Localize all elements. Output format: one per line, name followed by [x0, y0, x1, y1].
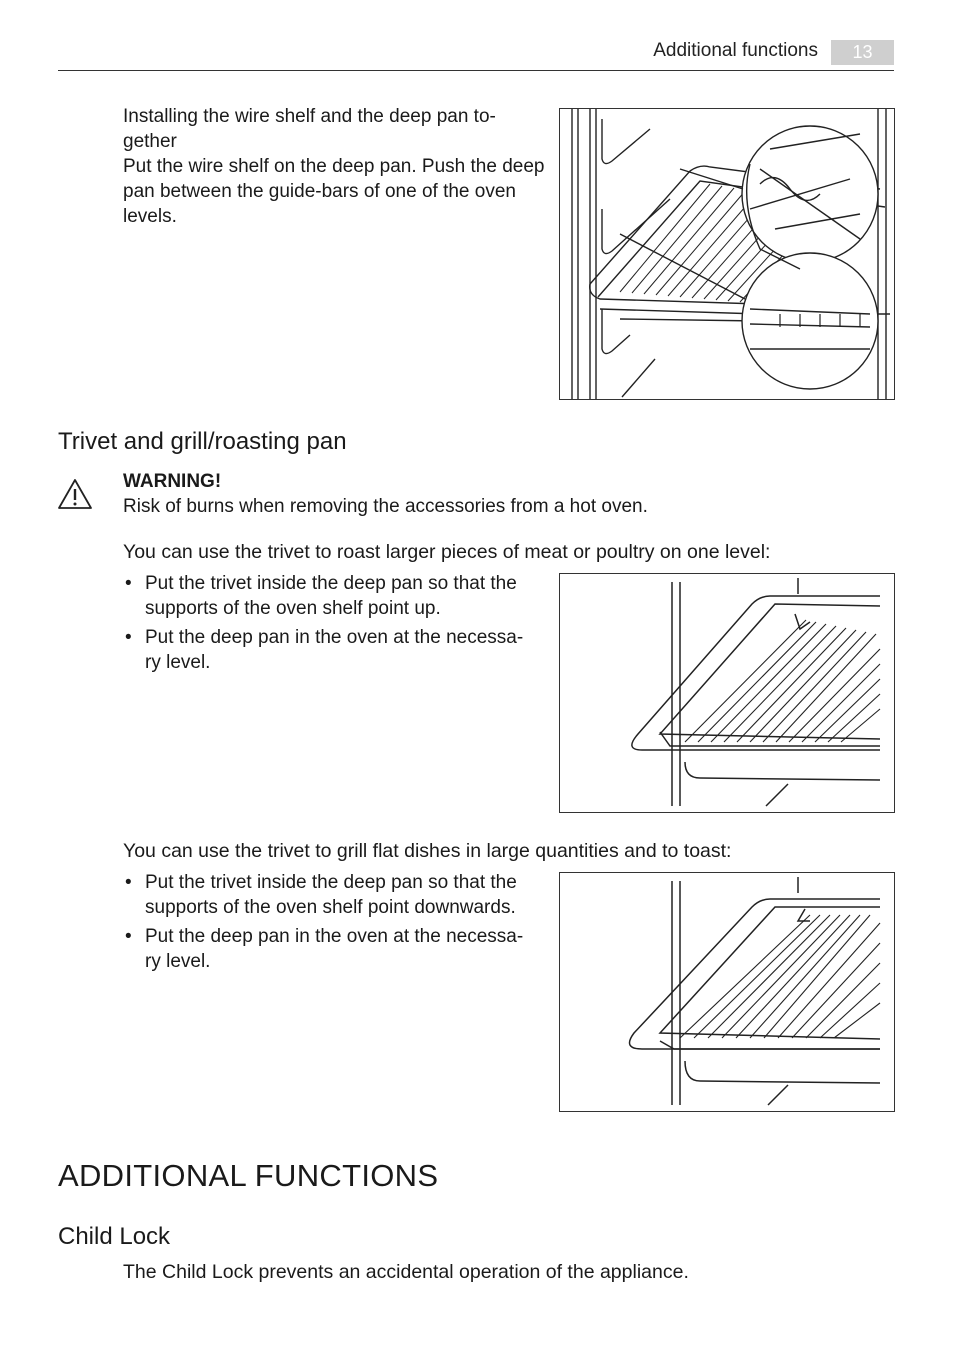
list-item: • Put the deep pan in the oven at the necessa-ry level.: [123, 924, 533, 974]
wire-shelf-figure: [559, 108, 895, 400]
roast-figure: [559, 573, 895, 813]
header-rule: [58, 70, 894, 71]
wire-shelf-title-line: gether: [123, 131, 177, 152]
warning-triangle-icon: [57, 478, 93, 510]
additional-functions-heading: ADDITIONAL FUNCTIONS: [58, 1158, 439, 1193]
grill-figure: [559, 872, 895, 1112]
grill-steps: [123, 870, 533, 978]
list-item: • Put the deep pan in the oven at the necessa-ry level.: [123, 625, 533, 675]
trivet-heading: Trivet and grill/roasting pan: [58, 428, 347, 455]
running-header: Additional functions: [653, 40, 818, 61]
list-item: • Put the trivet inside the deep pan so that the supports of the oven shelf point up.: [123, 571, 533, 621]
wire-shelf-body-line: levels.: [123, 206, 177, 227]
wire-shelf-title-line: Installing the wire shelf and the deep pan to-: [123, 106, 496, 127]
wire-shelf-illustration: [560, 109, 894, 399]
grill-lead: You can use the trivet to grill flat dishes in large quantities and to toast:: [123, 840, 732, 862]
page-number: 13: [831, 40, 894, 65]
warning-text: Risk of burns when removing the accessories from a hot oven.: [123, 496, 648, 517]
trivet-down-illustration: [560, 873, 894, 1111]
roast-lead: You can use the trivet to roast larger pieces of meat or poultry on one level:: [123, 541, 771, 563]
child-lock-text: The Child Lock prevents an accidental operation of the appliance.: [123, 1261, 689, 1283]
warning-label: WARNING!: [123, 471, 222, 492]
trivet-up-illustration: [560, 574, 894, 812]
wire-shelf-body-line: Put the wire shelf on the deep pan. Push the deep: [123, 156, 545, 177]
list-item: • Put the trivet inside the deep pan so that the supports of the oven shelf point downwards.: [123, 870, 533, 920]
wire-shelf-body-line: pan between the guide-bars of one of the oven: [123, 181, 516, 202]
wire-shelf-title: [123, 104, 543, 154]
roast-steps: [123, 571, 533, 679]
wire-shelf-body: [123, 154, 548, 229]
child-lock-heading: Child Lock: [58, 1223, 171, 1250]
